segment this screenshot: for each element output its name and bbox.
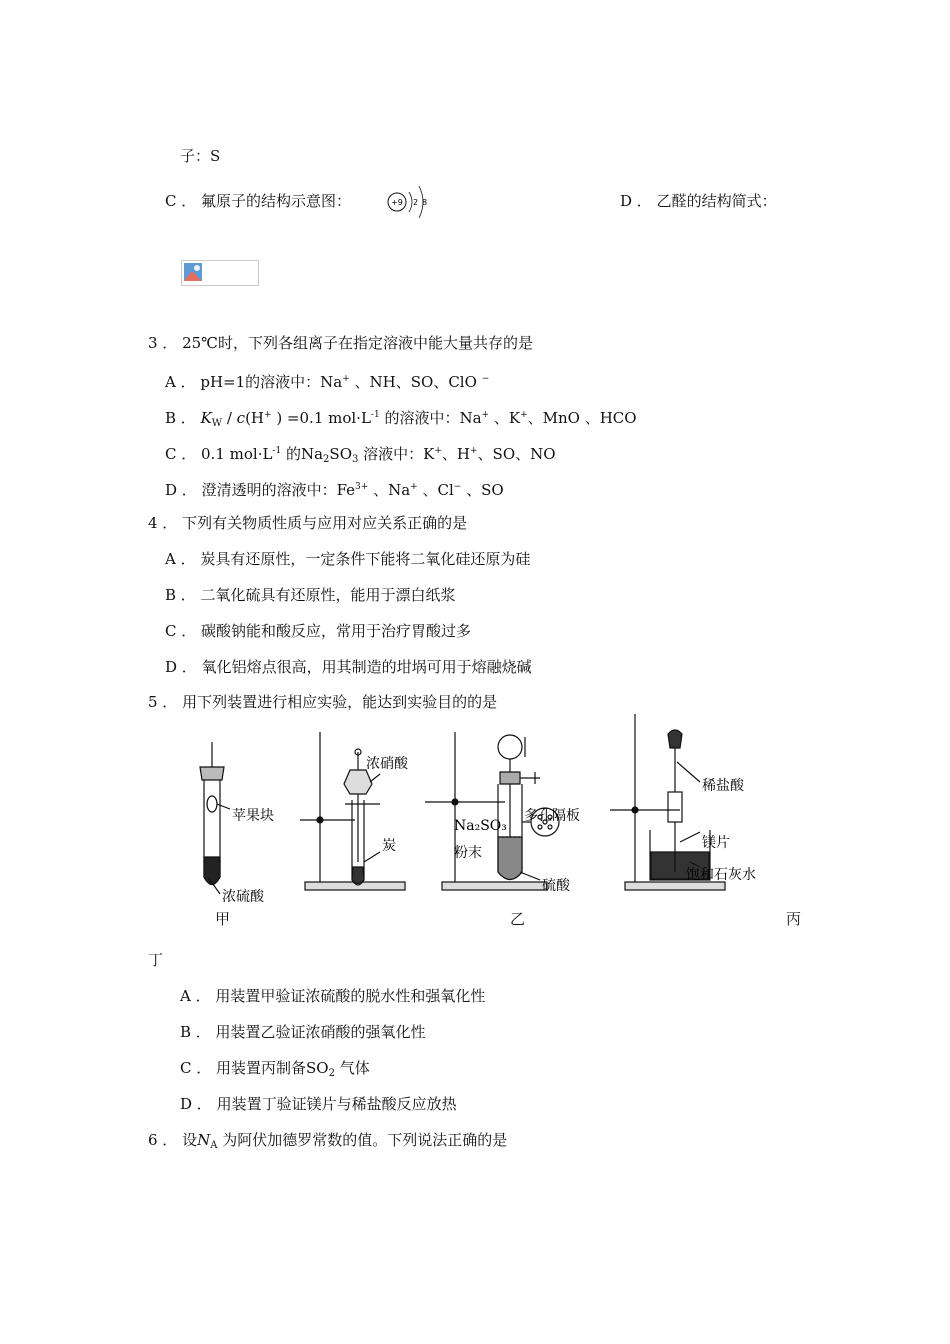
question-4: 4 ． 下列有关物质性质与应用对应关系正确的是	[148, 514, 468, 532]
broken-image-placeholder	[181, 260, 259, 286]
apparatus-illustration	[180, 712, 800, 927]
fluorine-atom-diagram	[385, 180, 435, 220]
label-mg-strip: 镁片	[702, 835, 730, 851]
q3-option-d: D ． 澄清透明的溶液中：$Fe^{3+}$ 、Na+ 、Cl− 、SO	[165, 481, 504, 499]
atom-shell2: 8	[422, 198, 428, 207]
label-conc-h2so4: 浓硫酸	[222, 889, 264, 905]
label-carbon: 炭	[382, 838, 396, 854]
caption-yi: 乙	[510, 910, 526, 928]
label-sulfuric: 硫酸	[542, 878, 570, 894]
q5-option-a: A ． 用装置甲验证浓硫酸的脱水性和强氧化性	[180, 987, 486, 1005]
q4-option-a: A ． 炭具有还原性，一定条件下能将二氧化硅还原为硅	[165, 550, 531, 568]
q5-option-d: D ． 用装置丁验证镁片与稀盐酸反应放热	[180, 1095, 457, 1113]
caption-jia: 甲	[215, 910, 231, 928]
q5-option-b: B ． 用装置乙验证浓硝酸的强氧化性	[180, 1023, 426, 1041]
q4-option-c: C ． 碳酸钠能和酸反应，常用于治疗胃酸过多	[165, 622, 472, 640]
q4-option-d: D ． 氧化铝熔点很高，用其制造的坩埚可用于熔融烧碱	[165, 658, 532, 676]
caption-bing: 丙	[786, 910, 802, 928]
q5-option-c: C ． 用装置丙制备$SO_2$ 气体	[180, 1059, 370, 1079]
label-porous-plate: 多孔隔板	[524, 808, 580, 824]
atom-nucleus: +9	[391, 198, 403, 207]
label-na2so3: Na₂SO₃	[454, 818, 507, 834]
q3-option-c: C ． 0.1 $mol\cdot L^{-1}$ 的$Na_2SO_3$ 溶液中：K+、H+、SO、NO	[165, 445, 556, 465]
option-c-fluorine: C ． 氟原子的结构示意图：	[165, 192, 352, 210]
label-lime-water: 饱和石灰水	[686, 867, 756, 883]
label-apple: 苹果块	[232, 808, 274, 824]
option-d-acetaldehyde: D ． 乙醛的结构简式：	[620, 192, 777, 210]
question-3: 3 ． 25℃时，下列各组离子在指定溶液中能大量共存的是	[148, 334, 533, 352]
question-6: 6 ． 设$N_A$ 为阿伏加德罗常数的值。下列说法正确的是	[148, 1131, 508, 1151]
question-5: 5 ． 用下列装置进行相应实验，能达到实验目的的是	[148, 693, 498, 711]
label-conc-hno3: 浓硝酸	[366, 756, 408, 772]
label-powder: 粉末	[454, 845, 482, 861]
q4-option-b: B ． 二氧化硫具有还原性，能用于漂白纸浆	[165, 586, 456, 604]
atom-shell1: 2	[413, 198, 419, 207]
q3-option-b: B ． $K_W / c(H^+$ ) =0.1 $mol\cdot L^{-1}$ 的溶液中：Na+ 、K+、MnO 、HCO	[165, 409, 637, 429]
label-dil-hcl: 稀盐酸	[702, 778, 744, 794]
q3-option-a: A ． pH=1的溶液中：Na+ 、NH、SO、ClO −	[165, 373, 490, 391]
caption-ding: 丁	[148, 951, 164, 969]
text-line: 子：S	[180, 147, 221, 165]
image-icon	[184, 263, 202, 281]
